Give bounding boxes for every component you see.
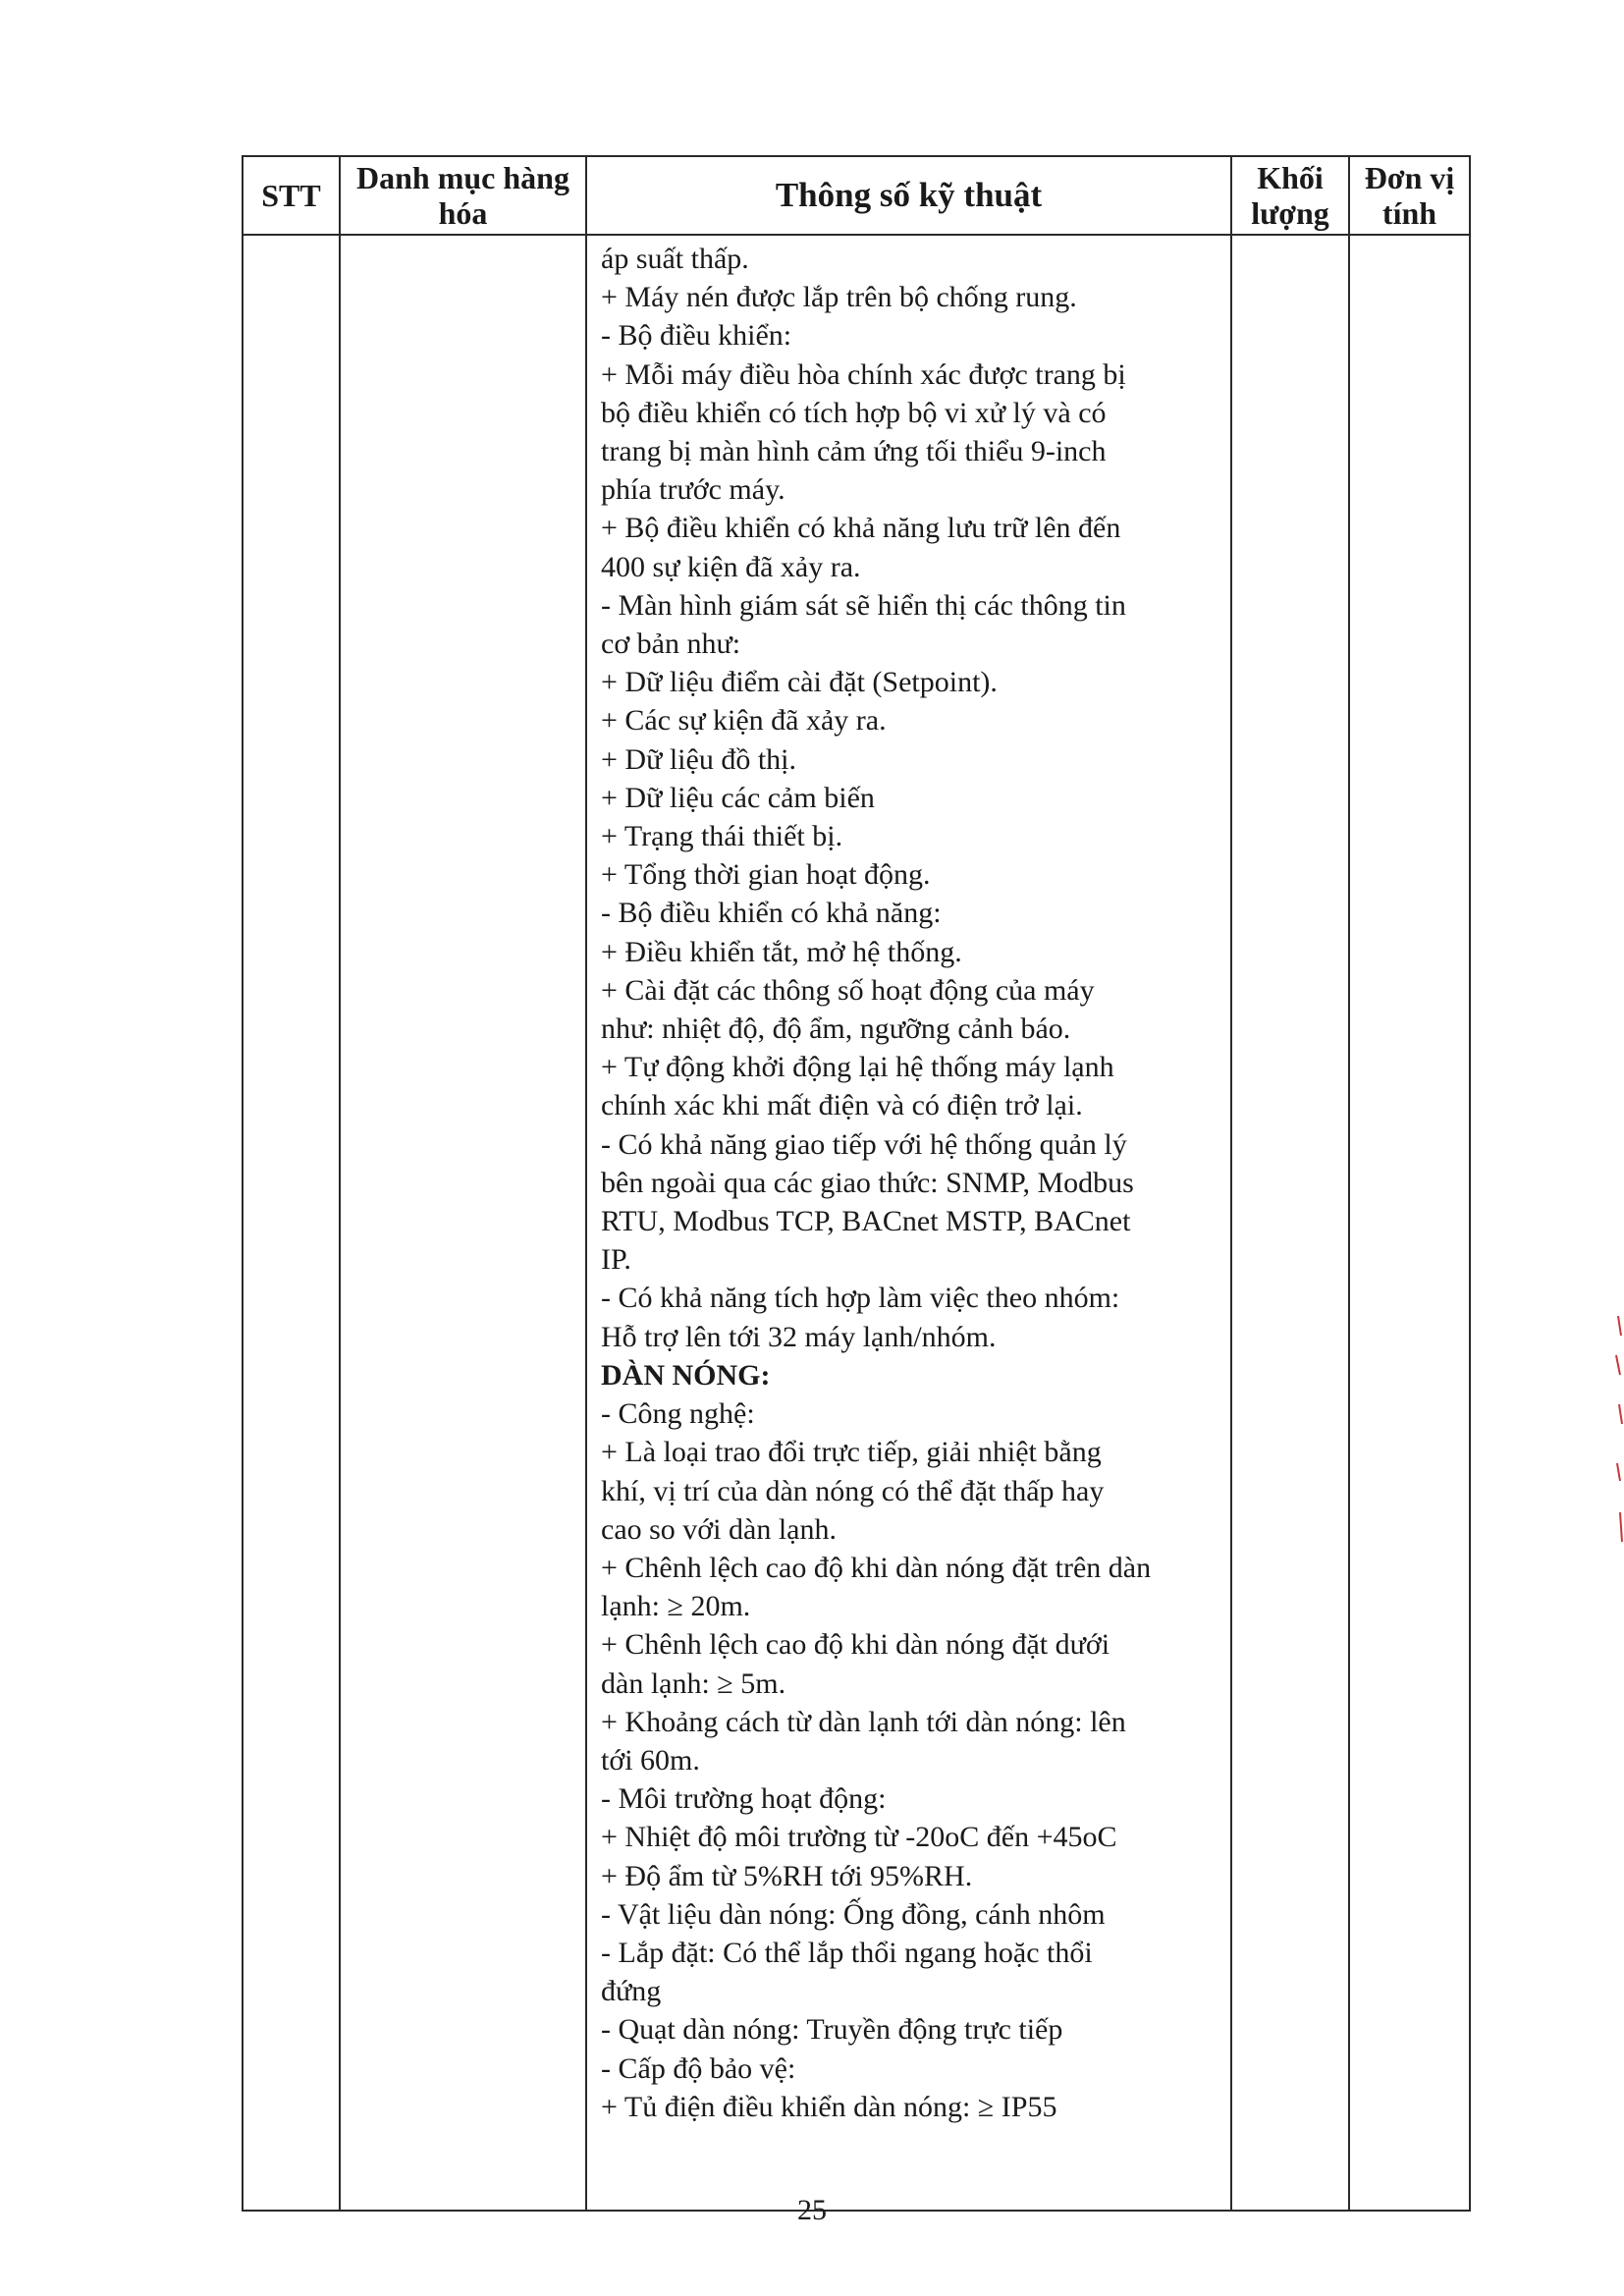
spec-line: + Nhiệt độ môi trường từ -20oC đến +45oC <box>601 1821 1117 1854</box>
spec-line: - Có khả năng tích hợp làm việc theo nhóm: <box>601 1282 1120 1315</box>
cell-spec <box>586 235 1231 2211</box>
header-category: Danh mục hàng hóa <box>340 156 586 235</box>
spec-line: + Tự động khởi động lại hệ thống máy lạnh <box>601 1051 1114 1084</box>
spec-line: + Tủ điện điều khiển dàn nóng: ≥ IP55 <box>601 2090 1057 2123</box>
spec-line: Hỗ trợ lên tới 32 máy lạnh/nhóm. <box>601 1320 997 1353</box>
spec-line: dàn lạnh: ≥ 5m. <box>601 1667 786 1700</box>
cell-category <box>340 235 586 2211</box>
spec-line: tới 60m. <box>601 1743 700 1777</box>
header-unit: Đơn vị tính <box>1349 156 1470 235</box>
spec-line: cao so với dàn lạnh. <box>601 1512 837 1546</box>
spec-line: áp suất thấp. <box>601 243 749 275</box>
spec-line: + Độ ẩm từ 5%RH tới 95%RH. <box>601 1859 973 1892</box>
header-stt: STT <box>243 156 340 235</box>
spec-line: + Máy nén được lắp trên bộ chống rung. <box>601 281 1077 314</box>
header-spec: Thông số kỹ thuật <box>586 156 1231 235</box>
spec-line: + Chênh lệch cao độ khi dàn nóng đặt trên dàn <box>601 1551 1152 1584</box>
table-header-row <box>243 156 1470 235</box>
spec-line: cơ bản như: <box>601 628 741 661</box>
spec-line: khí, vị trí của dàn nóng có thể đặt thấp hay <box>601 1474 1105 1507</box>
spec-line: - Màn hình giám sát sẽ hiển thị các thông tin <box>601 588 1126 622</box>
spec-line: - Môi trường hoạt động: <box>601 1782 887 1816</box>
spec-line: đứng <box>601 1975 662 2008</box>
red-stamp-edge <box>1608 1316 1624 1571</box>
spec-line: - Bộ điều khiển có khả năng: <box>601 897 942 930</box>
spec-line: + Dữ liệu điểm cài đặt (Setpoint). <box>601 666 998 699</box>
spec-line: + Là loại trao đổi trực tiếp, giải nhiệt bằng <box>601 1436 1102 1469</box>
spec-line: + Mỗi máy điều hòa chính xác được trang bị <box>601 357 1126 391</box>
spec-line: + Các sự kiện đã xảy ra. <box>601 704 887 738</box>
spec-text <box>587 236 1230 2126</box>
spec-line: + Dữ liệu các cảm biến <box>601 781 875 814</box>
spec-line: RTU, Modbus TCP, BACnet MSTP, BACnet <box>601 1205 1131 1238</box>
cell-stt <box>243 235 340 2211</box>
spec-line: + Tổng thời gian hoạt động. <box>601 858 931 892</box>
spec-line: DÀN NÓNG: <box>601 1358 771 1392</box>
spec-line: + Trạng thái thiết bị. <box>601 820 843 853</box>
table-row <box>243 235 1470 2211</box>
spec-line: - Cấp độ bảo vệ: <box>601 2051 796 2085</box>
spec-line: phía trước máy. <box>601 473 785 507</box>
spec-line: - Công nghệ: <box>601 1397 755 1431</box>
spec-line: - Bộ điều khiển: <box>601 319 792 353</box>
spec-table <box>242 155 1471 2212</box>
page-number: 25 <box>797 2194 827 2226</box>
spec-line: bộ điều khiển có tích hợp bộ vi xử lý và có <box>601 396 1107 429</box>
spec-line: + Dữ liệu đồ thị. <box>601 742 796 776</box>
spec-line: + Điều khiển tắt, mở hệ thống. <box>601 935 962 968</box>
spec-line: như: nhiệt độ, độ ẩm, ngưỡng cảnh báo. <box>601 1012 1071 1046</box>
spec-line: - Lắp đặt: Có thể lắp thổi ngang hoặc thổi <box>601 1936 1093 1969</box>
spec-line: + Khoảng cách từ dàn lạnh tới dàn nóng: lên <box>601 1705 1126 1738</box>
spec-line: 400 sự kiện đã xảy ra. <box>601 550 861 583</box>
cell-quantity <box>1231 235 1349 2211</box>
spec-line: + Cài đặt các thông số hoạt động của máy <box>601 973 1095 1007</box>
spec-line: trang bị màn hình cảm ứng tối thiểu 9-inch <box>601 435 1107 468</box>
spec-line: - Quạt dàn nóng: Truyền động trực tiếp <box>601 2013 1063 2047</box>
spec-line: - Vật liệu dàn nóng: Ống đồng, cánh nhôm <box>601 1897 1106 1931</box>
spec-line: chính xác khi mất điện và có điện trở lại. <box>601 1089 1083 1122</box>
cell-unit <box>1349 235 1470 2211</box>
header-quantity: Khối lượng <box>1231 156 1349 235</box>
spec-line: - Có khả năng giao tiếp với hệ thống quản lý <box>601 1127 1127 1161</box>
spec-line: + Chênh lệch cao độ khi dàn nóng đặt dưới <box>601 1628 1110 1662</box>
spec-line: IP. <box>601 1243 631 1277</box>
spec-line: lạnh: ≥ 20m. <box>601 1590 751 1623</box>
spec-line: + Bộ điều khiển có khả năng lưu trữ lên đến <box>601 512 1121 545</box>
spec-line: bên ngoài qua các giao thức: SNMP, Modbus <box>601 1166 1134 1199</box>
